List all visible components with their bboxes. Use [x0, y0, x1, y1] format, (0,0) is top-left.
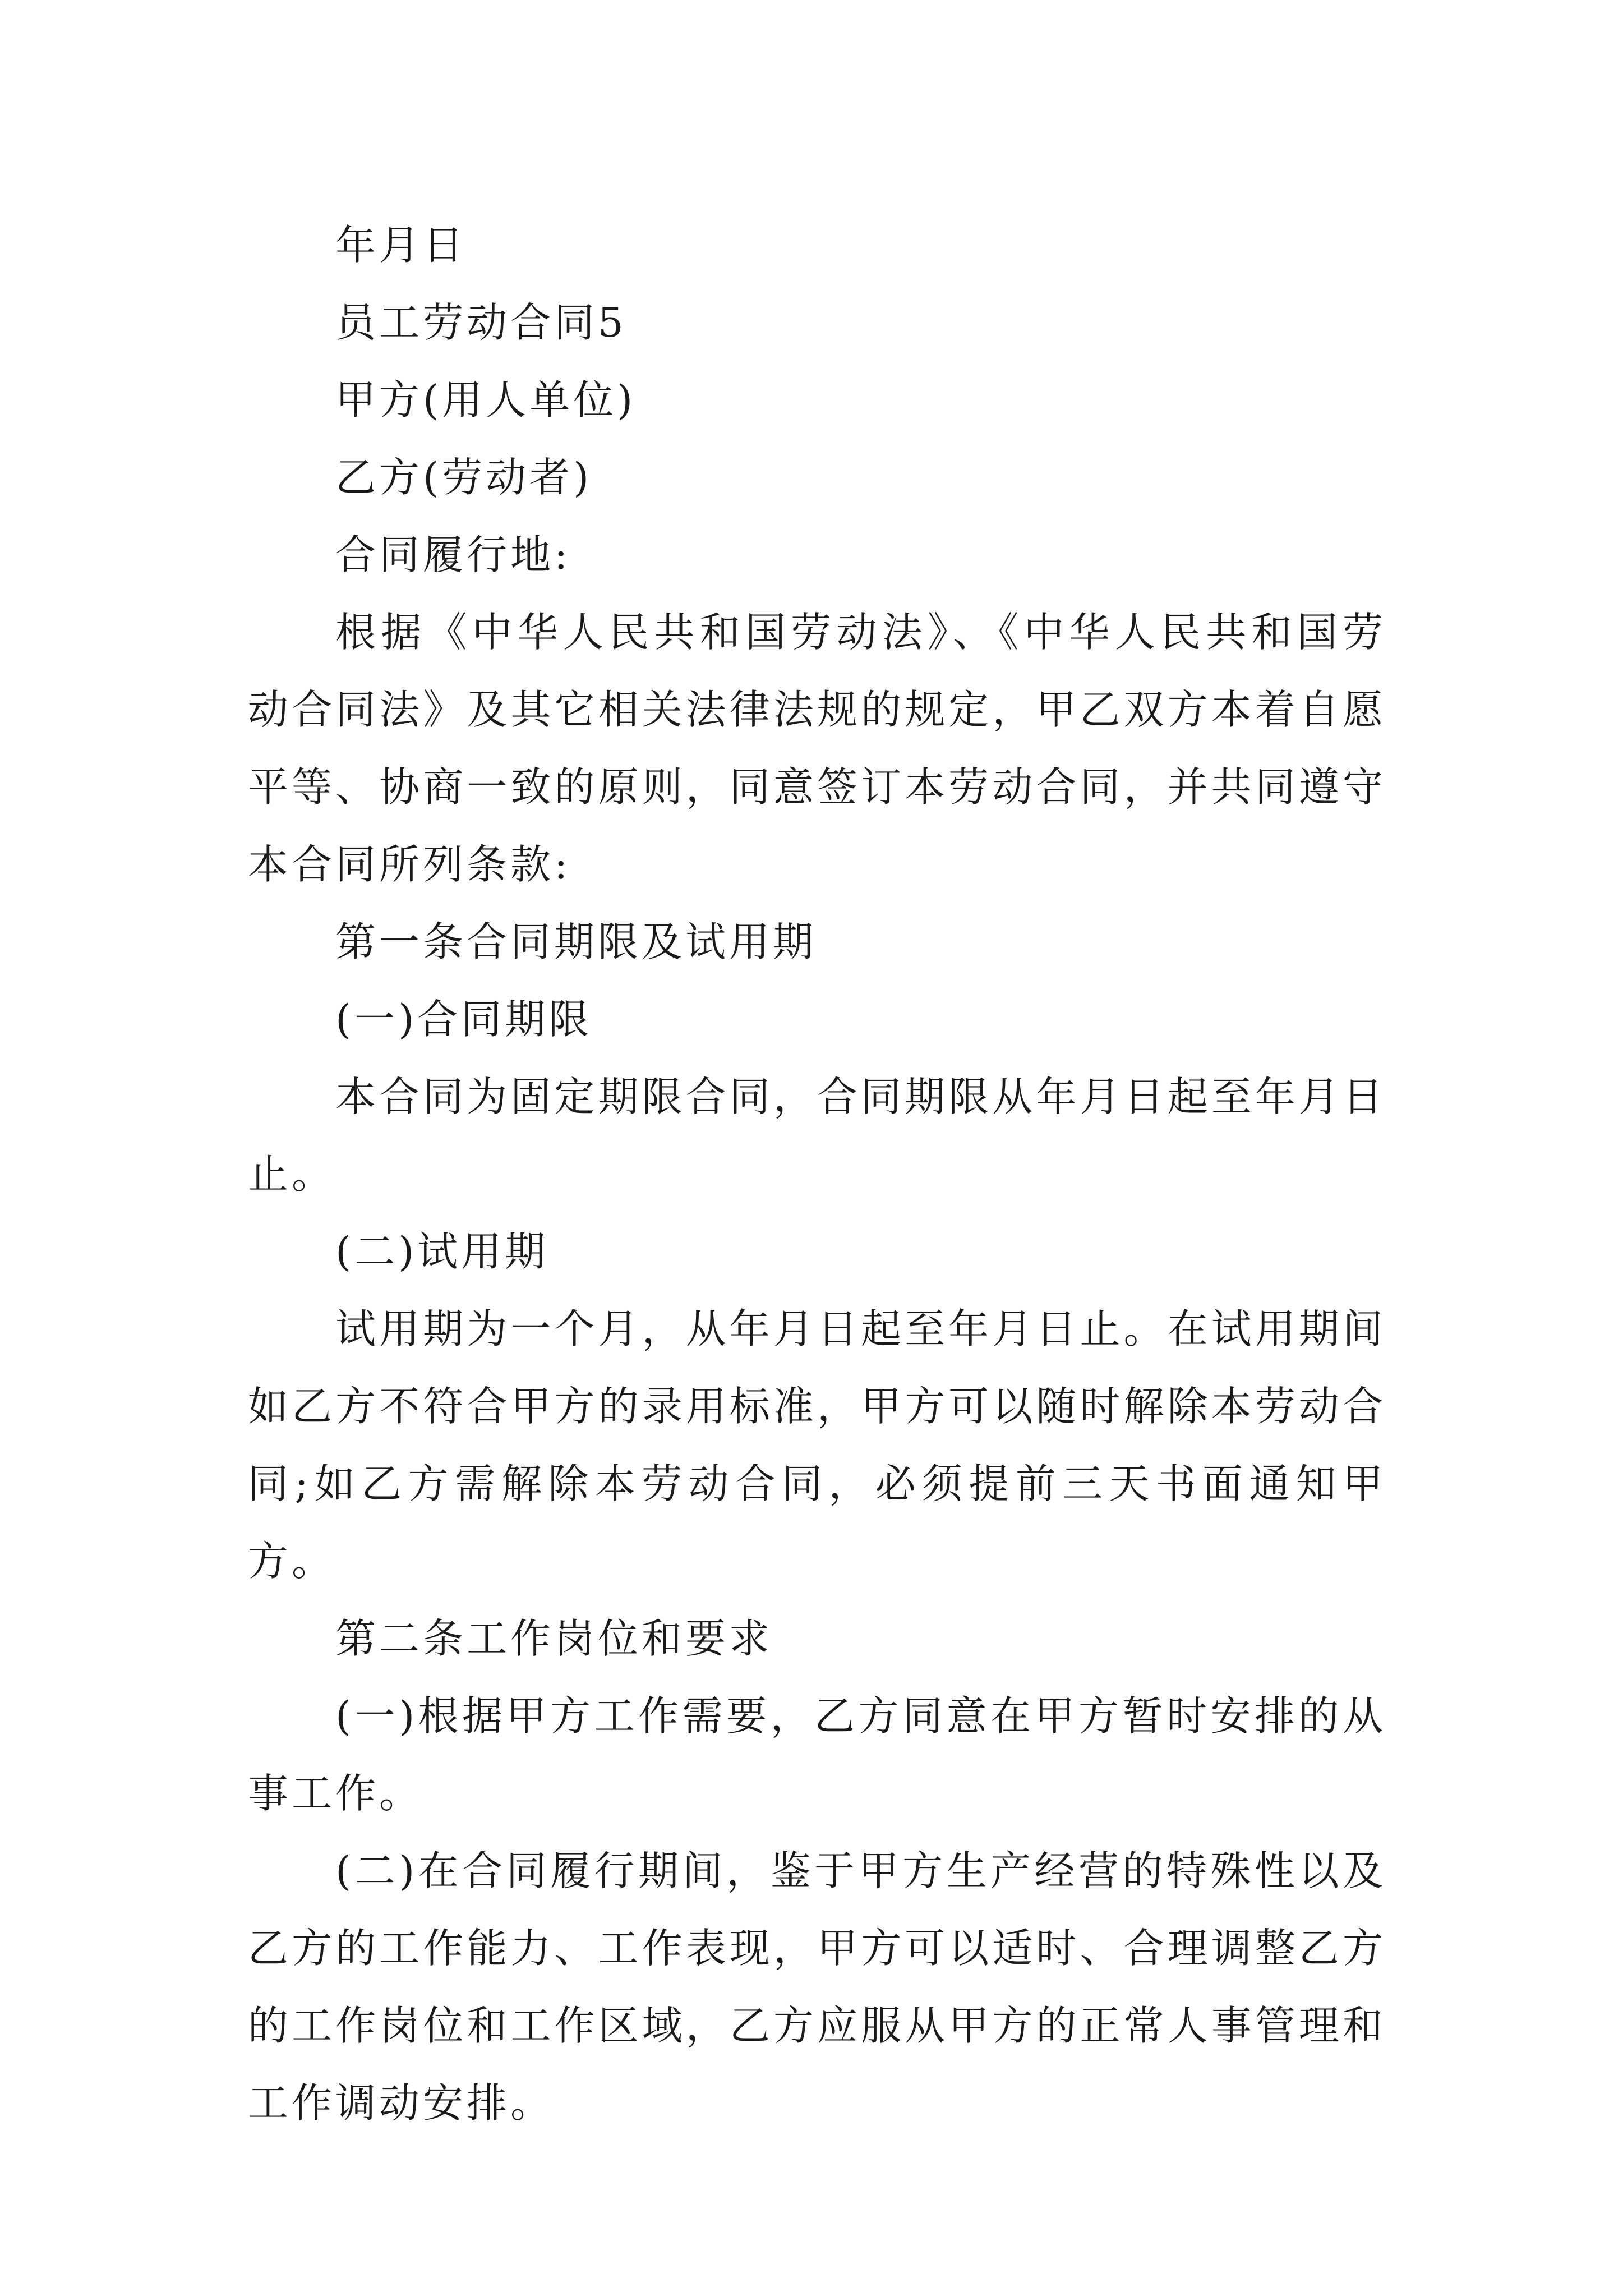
document-title: 员工劳动合同5	[335, 299, 627, 346]
job-adjustment-paragraph: (二)在合同履行期间，鉴于甲方生产经营的特殊性以及乙方的工作能力、工作表现，甲方可以适时、合理调整乙方的工作岗位和工作区域，乙方应服从甲方的正常人事管理和工作调动安排。	[248, 1847, 1386, 2127]
party-b-line: 乙方(劳动者)	[335, 454, 593, 501]
article-2-heading: 第二条工作岗位和要求	[335, 1615, 773, 1662]
document-body	[248, 206, 1386, 2142]
preamble-paragraph: 根据《中华人民共和国劳动法》、《中华人民共和国劳动合同法》及其它相关法律法规的规定，甲乙双方本着自愿平等、协商一致的原则，同意签订本劳动合同，并共同遵守本合同所列条款:	[248, 609, 1386, 888]
party-a-line: 甲方(用人单位)	[335, 376, 637, 424]
probation-paragraph: 试用期为一个月，从年月日起至年月日止。在试用期间如乙方不符合甲方的录用标准，甲方可以随时解除本劳动合同;如乙方需解除本劳动合同，必须提前三天书面通知甲方。	[248, 1305, 1386, 1585]
section-probation-heading: (二)试用期	[335, 1228, 549, 1275]
section-contract-term-heading: (一)合同期限	[335, 996, 593, 1043]
contract-term-paragraph: 本合同为固定期限合同，合同期限从年月日起至年月日止。	[248, 1073, 1386, 1198]
article-1-heading: 第一条合同期限及试用期	[335, 918, 817, 965]
place-of-performance: 合同履行地:	[335, 531, 571, 578]
date-line: 年月日	[335, 222, 467, 269]
job-assignment-paragraph: (一)根据甲方工作需要，乙方同意在甲方暂时安排的从事工作。	[248, 1692, 1386, 1817]
